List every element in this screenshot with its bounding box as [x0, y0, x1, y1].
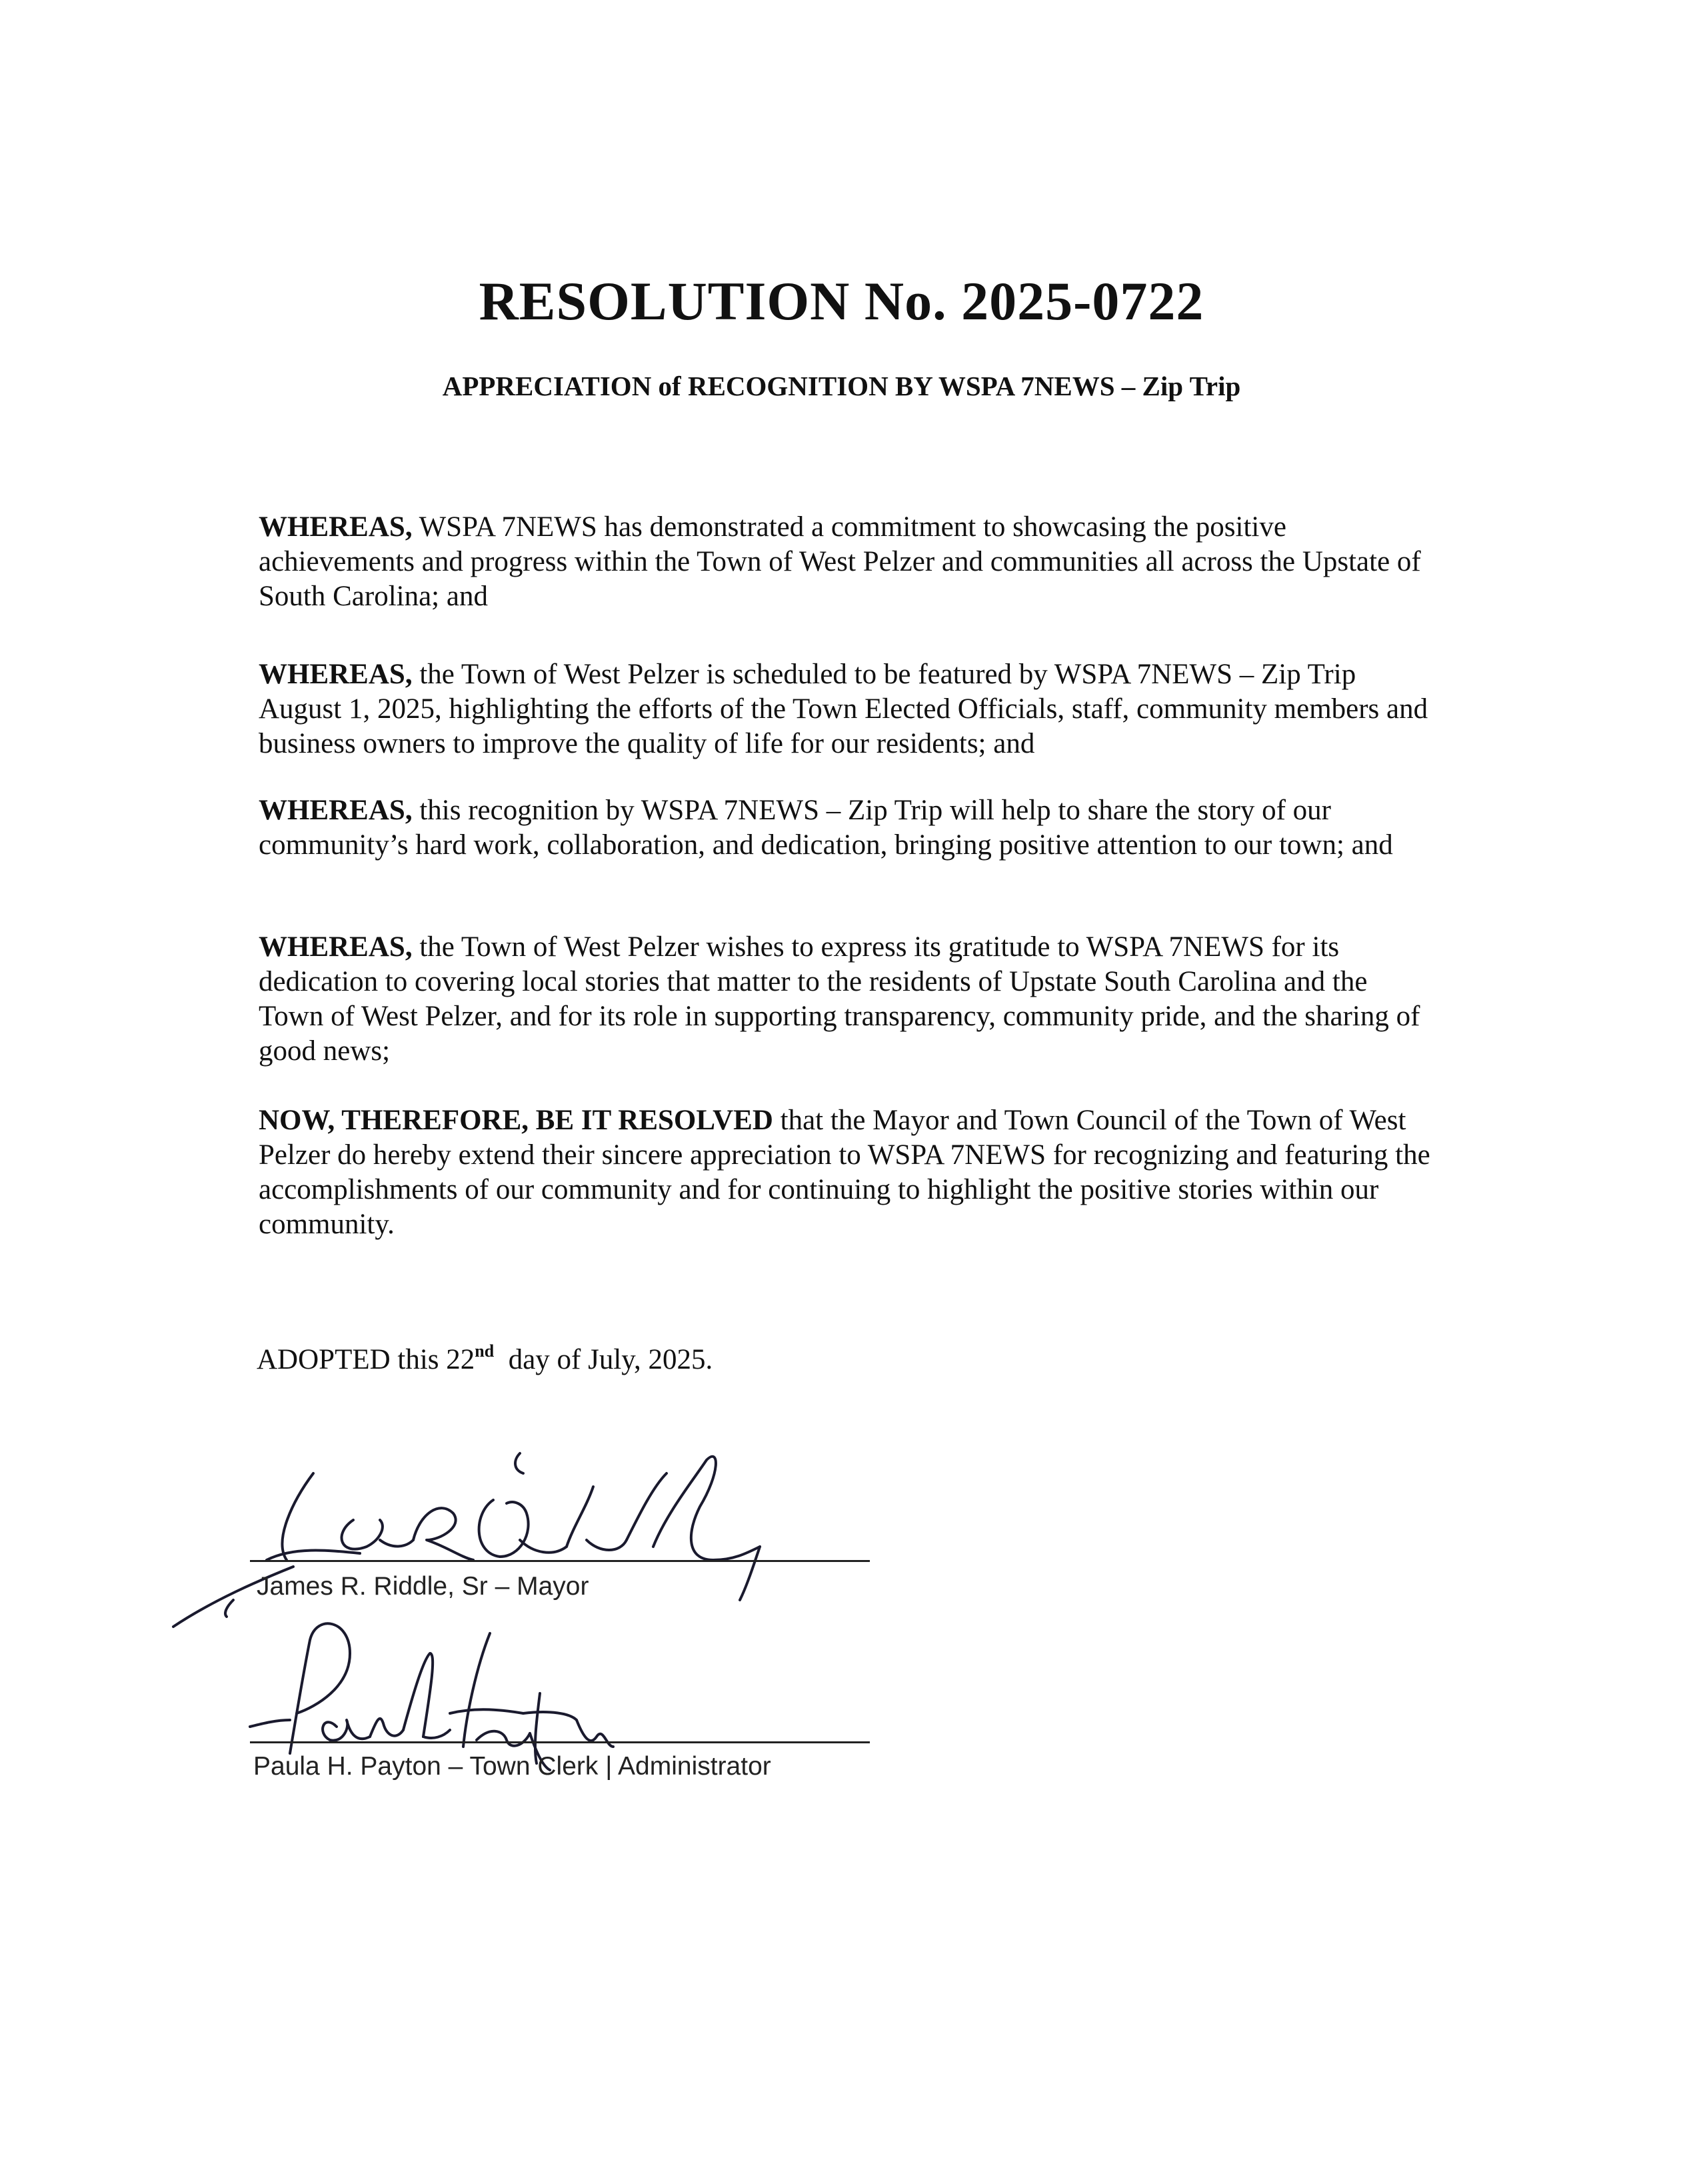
resolved-paragraph	[259, 1103, 1432, 1242]
paragraph-lead: WHEREAS,	[259, 931, 413, 963]
handwritten-signature-icon	[237, 1613, 637, 1773]
adopted-prefix: ADOPTED this 22	[257, 1344, 475, 1375]
resolution-title: RESOLUTION No. 2025-0722	[479, 271, 1204, 331]
whereas-paragraph-4	[259, 930, 1432, 1069]
paragraph-text: this recognition by WSPA 7NEWS – Zip Trip will help to share the story of our community’s hard work, collaboration, and dedication, bringing positive attention to our town; and	[259, 795, 1393, 861]
mayor-name: James R. Riddle, Sr – Mayor	[257, 1572, 589, 1601]
clerk-signature-line	[250, 1741, 870, 1743]
clerk-name: Paula H. Payton – Town Clerk | Administrator	[253, 1752, 771, 1781]
adopted-date	[257, 1343, 713, 1376]
paragraph-lead: WHEREAS,	[259, 795, 413, 826]
resolution-subtitle: APPRECIATION of RECOGNITION BY WSPA 7NEWS – Zip Trip	[442, 371, 1241, 401]
paragraph-lead: WHEREAS,	[259, 659, 413, 690]
paragraph-text: that the Mayor and Town Council of the Town of West Pelzer do hereby extend their sincere appreciation to WSPA 7NEWS for recognizing and featuring the accomplishments of our community and for continuing to highlight the positive stories within our community.	[259, 1105, 1430, 1240]
adopted-suffix: day of July, 2025.	[494, 1344, 713, 1375]
paragraph-text: the Town of West Pelzer wishes to express its gratitude to WSPA 7NEWS for its dedication to covering local stories that matter to the residents of Upstate South Carolina and the Town of West Pelzer, and for its role in supporting transparency, community pride, and the sharing of good news;	[259, 931, 1420, 1067]
whereas-paragraph-3	[259, 793, 1432, 863]
handwritten-signature-icon	[160, 1447, 813, 1633]
whereas-paragraph-2	[259, 657, 1432, 761]
whereas-paragraph-1	[259, 510, 1432, 614]
adopted-ordinal: nd	[475, 1341, 495, 1361]
paragraph-lead: NOW, THEREFORE, BE IT RESOLVED	[259, 1105, 773, 1136]
paragraph-text: WSPA 7NEWS has demonstrated a commitment to showcasing the positive achievements and progress within the Town of West Pelzer and communities all across the Upstate of South Carolina; and	[259, 511, 1421, 612]
paragraph-text: the Town of West Pelzer is scheduled to be featured by WSPA 7NEWS – Zip Trip August 1, 2025, highlighting the efforts of the Town Elected Officials, staff, community members and business owners to improve the quality of life for our residents; and	[259, 659, 1428, 759]
mayor-signature-line	[250, 1560, 870, 1562]
paragraph-lead: WHEREAS,	[259, 511, 413, 543]
